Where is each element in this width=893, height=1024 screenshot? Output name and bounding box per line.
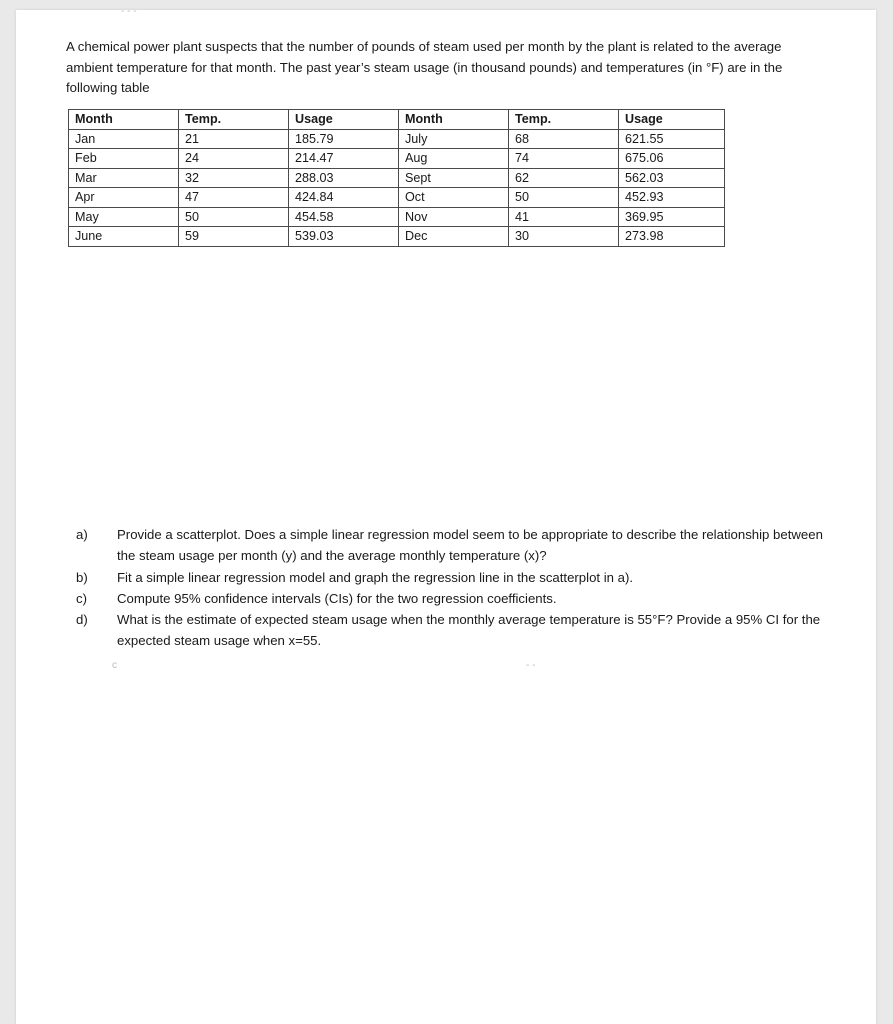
table-row — [69, 188, 725, 208]
table-row — [69, 149, 725, 169]
question-marker: d) — [76, 612, 88, 628]
table-cell: 50 — [179, 207, 289, 227]
question-item — [76, 567, 836, 588]
table-cell: May — [69, 207, 179, 227]
table-cell: 41 — [509, 207, 619, 227]
table-cell: 288.03 — [289, 168, 399, 188]
column-header-usage-2: Usage — [619, 110, 725, 130]
table-cell: 24 — [179, 149, 289, 169]
question-marker: c) — [76, 590, 87, 606]
question-text: What is the estimate of expected steam usage when the monthly average temperature is 55°F? Provide a 95% CI for the expected steam usage when x=55. — [117, 612, 821, 649]
table-row — [69, 129, 725, 149]
scan-artifact: c — [112, 660, 117, 671]
question-text: Provide a scatterplot. Does a simple linear regression model seem to be appropriate to describe the relationship between the steam usage per month (y) and the average monthly temperature (x)? — [117, 527, 823, 564]
table-cell: 50 — [509, 188, 619, 208]
table-cell: 424.84 — [289, 188, 399, 208]
table-cell: Mar — [69, 168, 179, 188]
table-cell: 214.47 — [289, 149, 399, 169]
problem-statement: A chemical power plant suspects that the number of pounds of steam used per month by the plant is related to the average ambient temperature for that month. The past year’s steam usage (in thousand pounds) and temperatures (in °F) are in the following table — [66, 39, 783, 95]
table-cell: July — [399, 129, 509, 149]
table-cell: June — [69, 227, 179, 247]
question-list — [76, 524, 836, 652]
table-cell: 68 — [509, 129, 619, 149]
column-header-month-1: Month — [69, 110, 179, 130]
table-cell: 32 — [179, 168, 289, 188]
document-page — [16, 6, 876, 1024]
question-item — [76, 524, 836, 567]
table-cell: 47 — [179, 188, 289, 208]
column-header-temp-2: Temp. — [509, 110, 619, 130]
table-row — [69, 227, 725, 247]
column-header-usage-1: Usage — [289, 110, 399, 130]
steam-usage-table — [68, 109, 725, 247]
table-cell: 454.58 — [289, 207, 399, 227]
table-cell: 539.03 — [289, 227, 399, 247]
table-cell: 59 — [179, 227, 289, 247]
table-cell: 273.98 — [619, 227, 725, 247]
question-marker: b) — [76, 569, 88, 585]
table-row — [69, 168, 725, 188]
scan-artifact: - - — [526, 660, 536, 671]
question-text: Compute 95% confidence intervals (CIs) for the two regression coefficients. — [117, 590, 557, 606]
table-cell: 62 — [509, 168, 619, 188]
table-cell: 452.93 — [619, 188, 725, 208]
table-cell: 369.95 — [619, 207, 725, 227]
table-cell: Sept — [399, 168, 509, 188]
table-cell: 74 — [509, 149, 619, 169]
scan-artifact: - - - — [121, 6, 137, 17]
table-row — [69, 207, 725, 227]
table-cell: Jan — [69, 129, 179, 149]
column-header-month-2: Month — [399, 110, 509, 130]
question-item — [76, 588, 836, 609]
question-marker: a) — [76, 527, 88, 542]
table-cell: Feb — [69, 149, 179, 169]
table-cell: 621.55 — [619, 129, 725, 149]
table-cell: Oct — [399, 188, 509, 208]
table-cell: Aug — [399, 149, 509, 169]
table-cell: 675.06 — [619, 149, 725, 169]
table-cell: 21 — [179, 129, 289, 149]
question-text: Fit a simple linear regression model and graph the regression line in the scatterplot in a). — [117, 569, 634, 585]
table-cell: 185.79 — [289, 129, 399, 149]
table-cell: 562.03 — [619, 168, 725, 188]
table-cell: Apr — [69, 188, 179, 208]
question-item — [76, 609, 836, 652]
table-cell: Dec — [399, 227, 509, 247]
column-header-temp-1: Temp. — [179, 110, 289, 130]
table-header-row — [69, 110, 725, 130]
table-cell: 30 — [509, 227, 619, 247]
table-cell: Nov — [399, 207, 509, 227]
